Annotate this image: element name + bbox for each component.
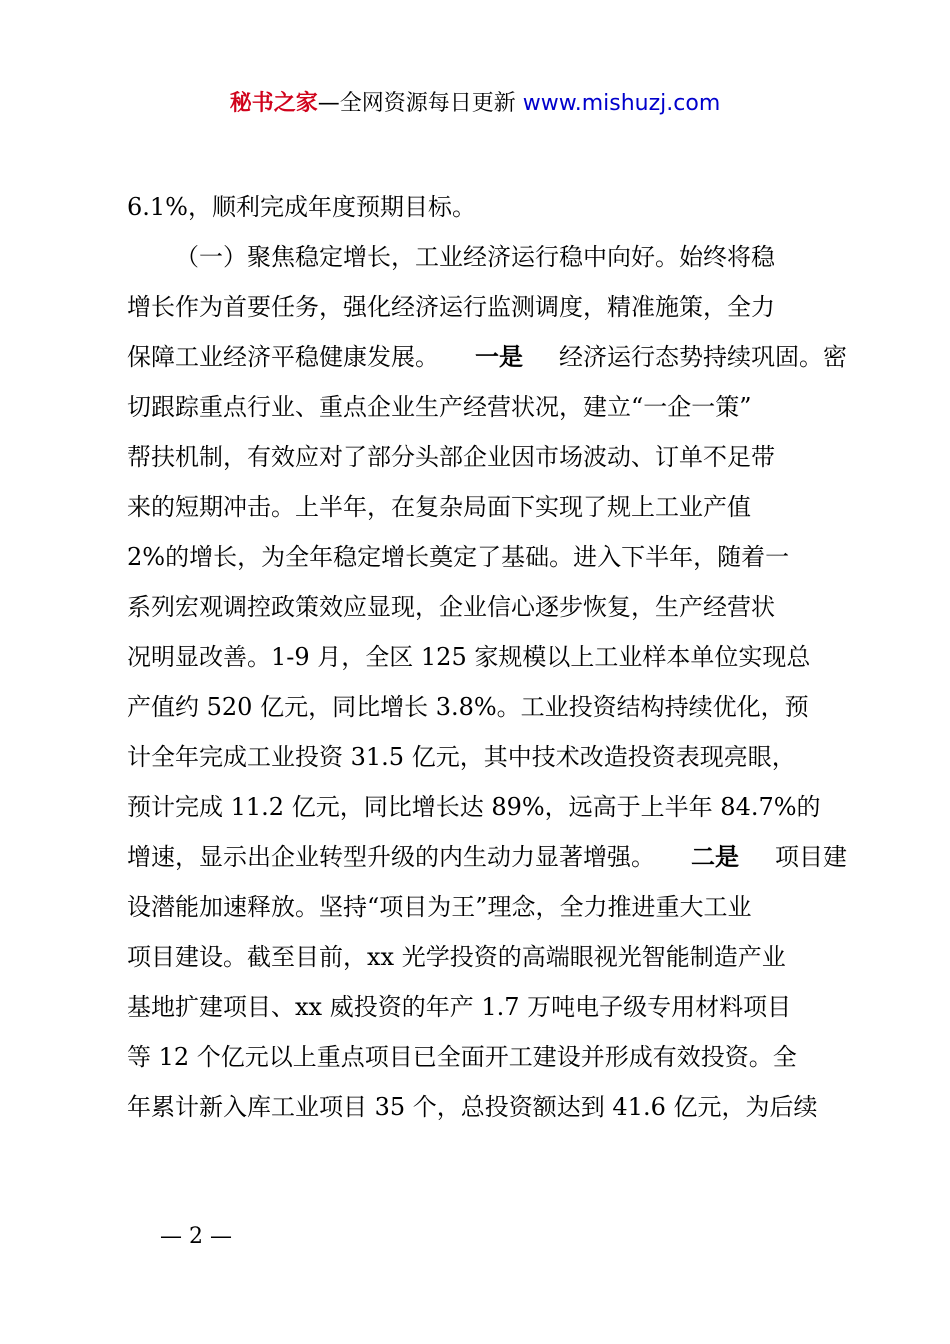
text-run: 基地扩建项目、xx 威投资的年产 1.7 万吨电子级专用材料项目: [127, 993, 792, 1021]
page-number: — 2 —: [160, 1224, 232, 1249]
text-run: 保障工业经济平稳健康发展。: [127, 343, 439, 371]
text-line: [127, 182, 847, 232]
text-run: 6.1%，顺利完成年度预期目标。: [127, 193, 476, 221]
text-line: [127, 1082, 847, 1132]
text-line: [127, 282, 847, 332]
text-run: 项目建设。截至目前，xx 光学投资的高端眼视光智能制造产业: [127, 943, 786, 971]
text-run: 等 12 个亿元以上重点项目已全面开工建设并形成有效投资。全: [127, 1043, 797, 1071]
brand-name: 秘书之家: [229, 91, 318, 116]
text-line: [127, 782, 847, 832]
text-line: [127, 432, 847, 482]
text-run: （一）聚焦稳定增长，工业经济运行稳中向好。始终将稳: [175, 243, 775, 271]
text-run: 增长作为首要任务，强化经济运行监测调度，精准施策，全力: [127, 293, 775, 321]
text-run: 经济运行态势持续巩固。密: [559, 343, 847, 371]
text-line: [127, 332, 847, 382]
text-run: 计全年完成工业投资 31.5 亿元，其中技术改造投资表现亮眼，: [127, 743, 796, 771]
banner-tagline: —全网资源每日更新: [317, 91, 516, 116]
site-url-link[interactable]: www.mishuzj.com: [522, 91, 721, 116]
text-line: [127, 482, 847, 532]
text-line: [127, 632, 847, 682]
text-run: 设潜能加速释放。坚持“项目为王”理念，全力推进重大工业: [127, 893, 752, 921]
bold-marker: 二是: [691, 842, 739, 871]
text-run: 产值约 520 亿元，同比增长 3.8%。工业投资结构持续优化，预: [127, 693, 809, 721]
text-line: [127, 1032, 847, 1082]
document-body: [127, 182, 847, 1132]
text-line: [127, 832, 847, 882]
text-line: [127, 882, 847, 932]
text-run: 系列宏观调控政策效应显现，企业信心逐步恢复，生产经营状: [127, 593, 775, 621]
text-run: 增速，显示出企业转型升级的内生动力显著增强。: [127, 843, 655, 871]
text-line: [127, 382, 847, 432]
text-line: [127, 982, 847, 1032]
text-run: 2%的增长，为全年稳定增长奠定了基础。进入下半年，随着一: [127, 543, 790, 571]
text-run: 切跟踪重点行业、重点企业生产经营状况，建立“一企一策”: [127, 393, 752, 421]
text-run: 帮扶机制，有效应对了部分头部企业因市场波动、订单不足带: [127, 443, 775, 471]
text-line: [127, 582, 847, 632]
text-line: [127, 732, 847, 782]
site-banner: [0, 86, 950, 122]
text-run: 况明显改善。1-9 月，全区 125 家规模以上工业样本单位实现总: [127, 643, 811, 671]
text-run: 来的短期冲击。上半年，在复杂局面下实现了规上工业产值: [127, 493, 751, 521]
text-run: 预计完成 11.2 亿元，同比增长达 89%，远高于上半年 84.7%的: [127, 793, 821, 821]
text-line: [127, 532, 847, 582]
bold-marker: 一是: [475, 342, 523, 371]
text-line: [127, 932, 847, 982]
section-heading-line: [127, 232, 847, 282]
text-line: [127, 682, 847, 732]
text-run: 年累计新入库工业项目 35 个，总投资额达到 41.6 亿元，为后续: [127, 1093, 818, 1121]
text-run: 项目建: [775, 843, 847, 871]
